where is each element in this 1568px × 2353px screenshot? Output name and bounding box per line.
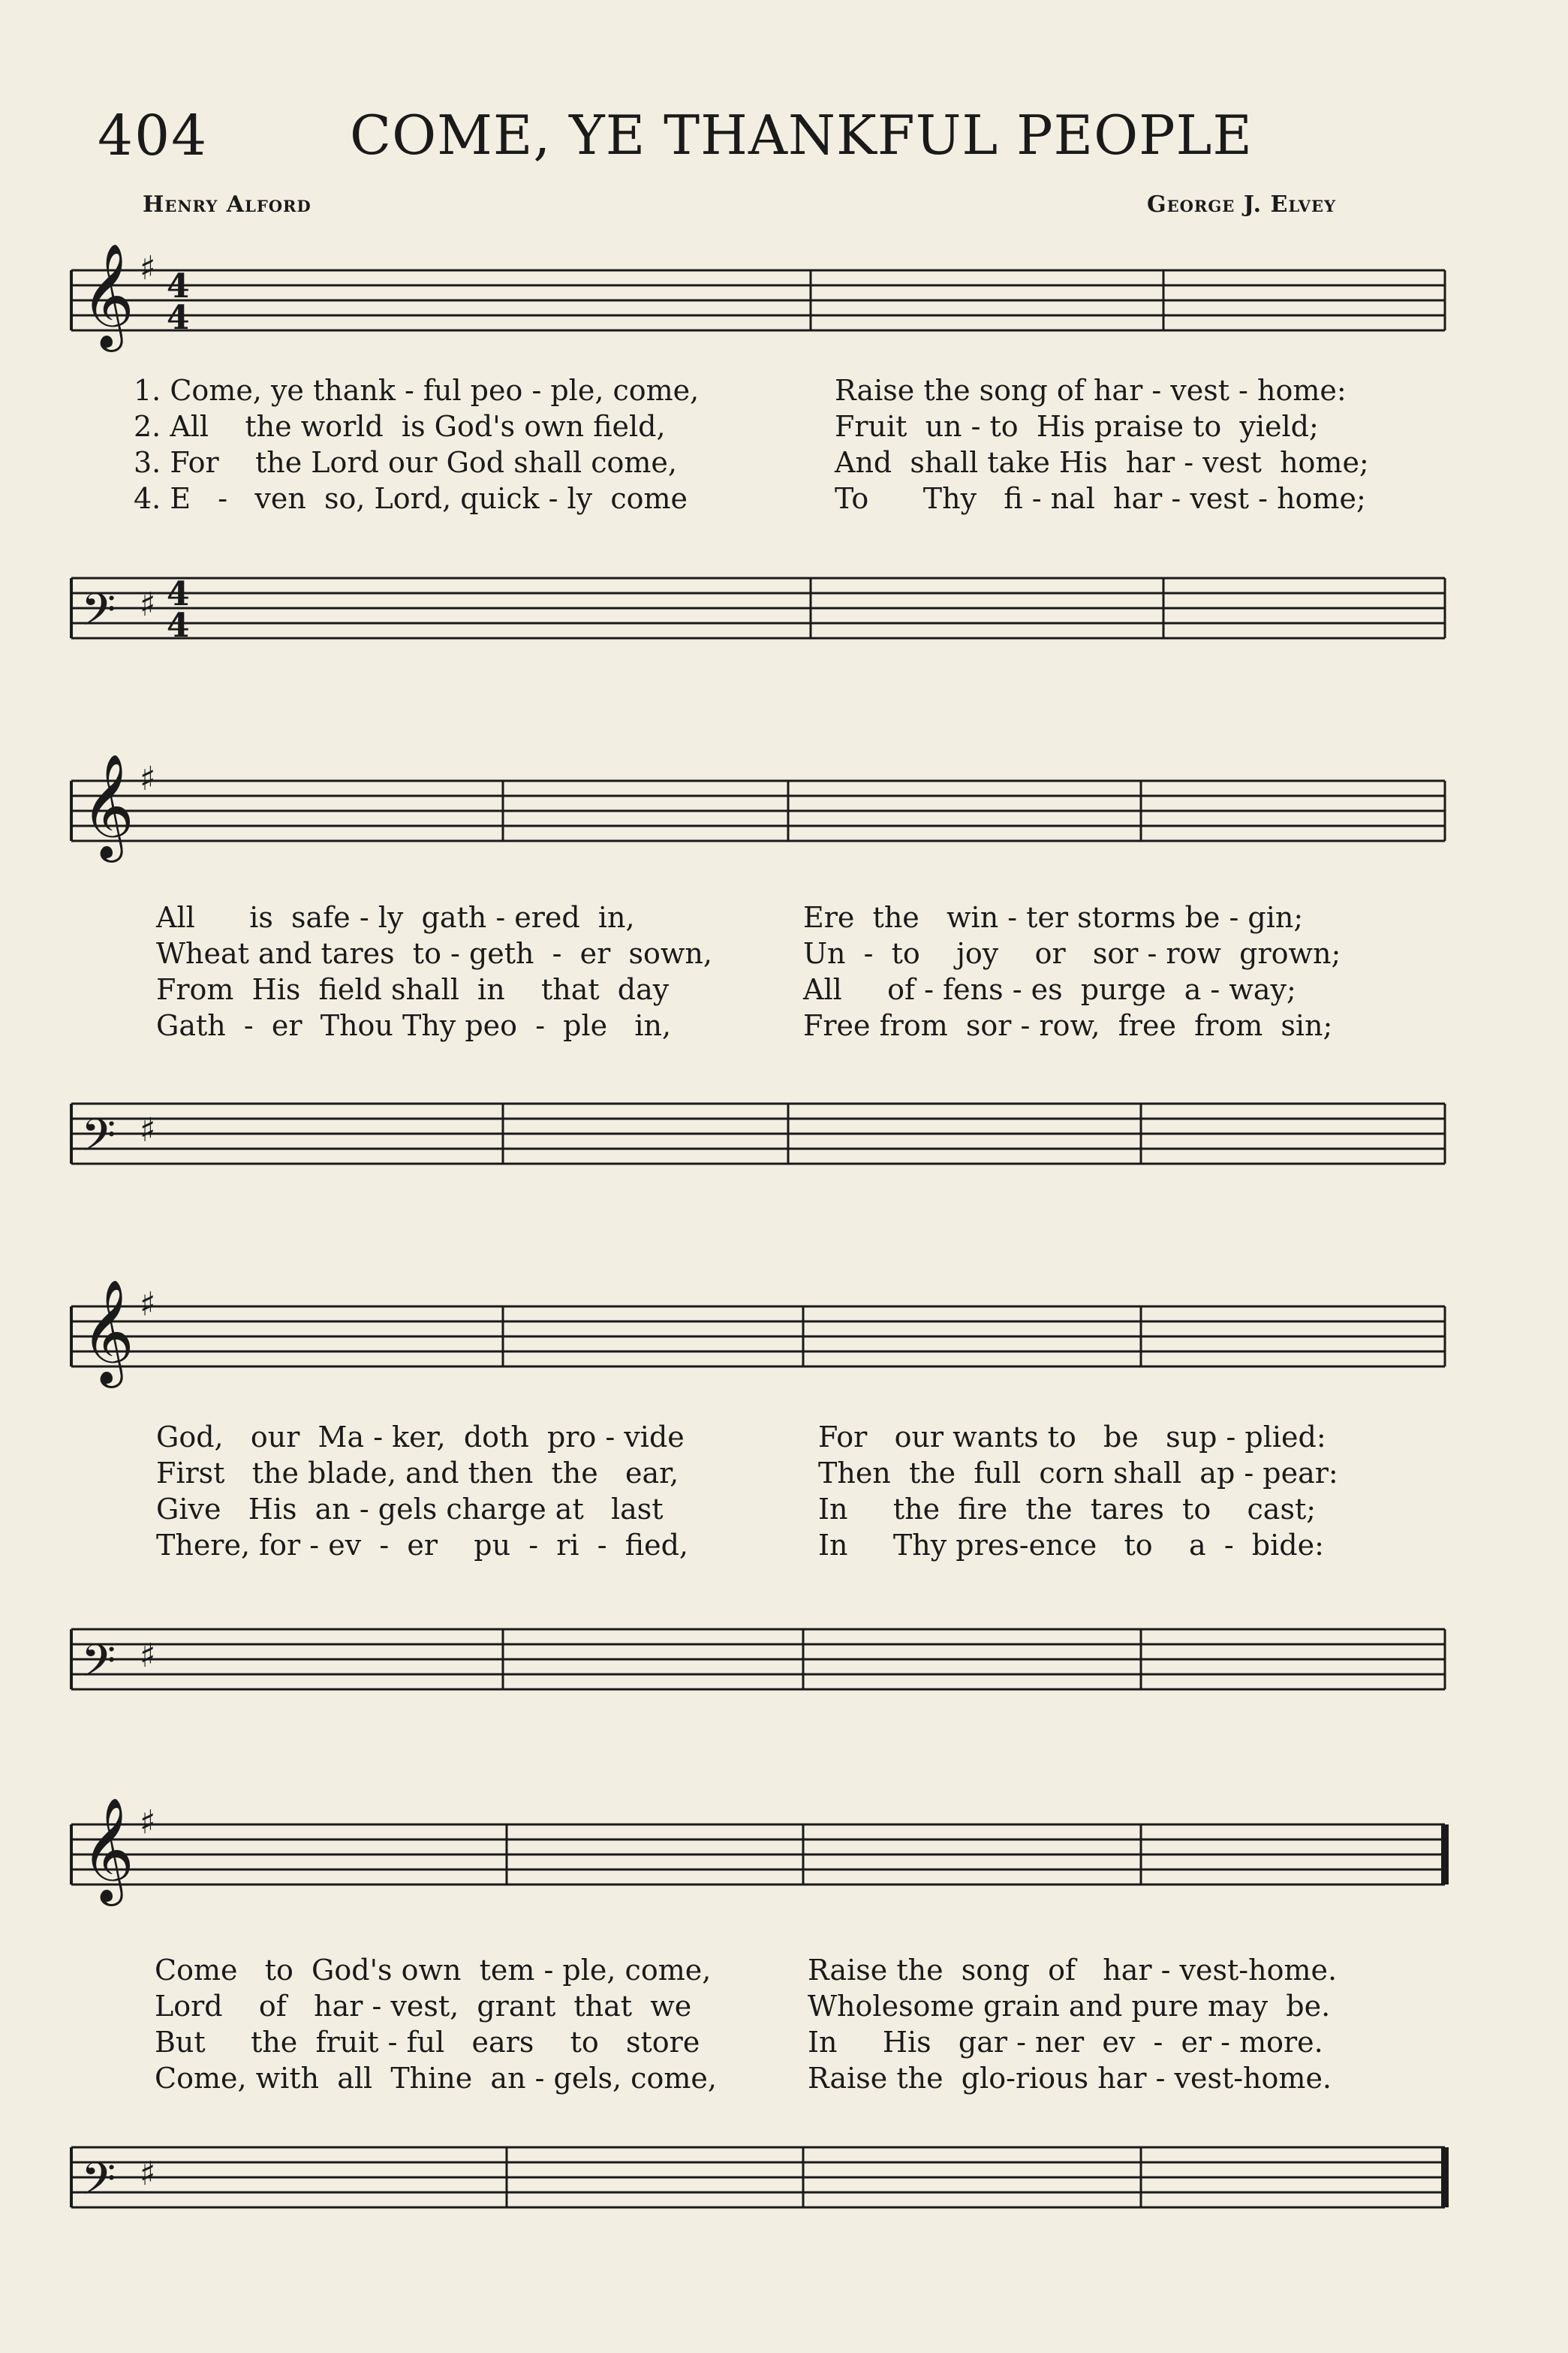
verse-1-part-b: Raise the song of har - vest - home: (835, 374, 1347, 407)
verse-line (0, 2062, 1568, 2098)
verse-3-part-b: And shall take His har - vest home; (835, 446, 1369, 479)
verse-line (0, 1421, 1568, 1457)
verse-3-part-b: In the fire the tares to cast; (818, 1493, 1317, 1526)
verse-2-part-a: First the blade, and then the ear, (156, 1457, 679, 1490)
verse-line (0, 1529, 1568, 1565)
treble-clef: 𝄞 (81, 243, 134, 348)
key-signature-sharp: ♯ (140, 2155, 156, 2193)
verse-4-part-a: Gath - er Thou Thy peo - ple in, (156, 1009, 672, 1042)
verse-2-part-a: Lord of har - vest, grant that we (155, 1990, 692, 2023)
verse-3-part-a: But the fruit - ful ears to store (155, 2026, 700, 2059)
treble-clef: 𝄞 (81, 1797, 134, 1902)
time-signature-top: 4 (167, 575, 190, 613)
verse-line (0, 1009, 1568, 1045)
verse-line (0, 2026, 1568, 2062)
key-signature-sharp: ♯ (140, 1111, 156, 1149)
treble-staff-3 (0, 1279, 1568, 1434)
verse-1-part-a: Come to God's own tem - ple, come, (155, 1954, 712, 1987)
verse-1-part-b: For our wants to be sup - plied: (818, 1421, 1326, 1454)
verse-3-part-a: From His field shall in that day (156, 973, 670, 1006)
verse-1-part-b: Raise the song of har - vest-home. (808, 1954, 1338, 1987)
verse-2-part-b: Un - to joy or sor - row grown; (803, 937, 1341, 970)
key-signature-sharp: ♯ (140, 1803, 156, 1842)
verse-4-part-b: Raise the glo-rious har - vest-home. (808, 2062, 1332, 2095)
key-signature-sharp: ♯ (140, 586, 156, 624)
verse-4-part-b: In Thy pres-ence to a - bide: (818, 1529, 1324, 1562)
verse-3-part-b: All of - fens - es purge a - way; (803, 973, 1296, 1006)
bass-staff-2 (0, 1081, 1568, 1231)
verse-1-part-a: All is safe - ly gath - ered in, (156, 901, 635, 934)
time-signature-top: 4 (167, 267, 190, 306)
verse-line (0, 1493, 1568, 1529)
verse-line (0, 410, 1568, 446)
verse-4-part-b: Free from sor - row, free from sin; (803, 1009, 1333, 1042)
treble-clef: 𝄞 (81, 1279, 134, 1384)
composer-credit: George J. Elvey (1147, 191, 1336, 218)
key-signature-sharp: ♯ (140, 249, 156, 288)
treble-staff-4 (0, 1797, 1568, 1952)
verse-line (0, 973, 1568, 1009)
lyricist-credit: Henry Alford (143, 191, 311, 218)
time-signature-bottom: 4 (167, 607, 190, 645)
verse-line (0, 1990, 1568, 2026)
verse-4-part-a: Come, with all Thine an - gels, come, (155, 2062, 717, 2095)
verse-1-part-a: 1. Come, ye thank - ful peo - ple, come, (134, 374, 700, 407)
treble-staff-2 (0, 754, 1568, 908)
bass-clef: 𝄢 (81, 1634, 116, 1698)
verse-4-part-a: There, for - ev - er pu - ri - fied, (156, 1529, 688, 1562)
time-signature-bottom: 4 (167, 299, 190, 337)
verse-3-part-a: 3. For the Lord our God shall come, (134, 446, 677, 479)
verse-2-part-b: Fruit un - to His praise to yield; (835, 410, 1319, 443)
verse-3-part-b: In His gar - ner ev - er - more. (808, 2026, 1323, 2059)
bass-staff-3 (0, 1607, 1568, 1757)
bass-clef: 𝄢 (81, 583, 116, 646)
bass-clef: 𝄢 (81, 2153, 116, 2216)
verse-line (0, 482, 1568, 518)
key-signature-sharp: ♯ (140, 1637, 156, 1675)
treble-clef: 𝄞 (81, 754, 134, 858)
hymn-number: 404 (98, 104, 209, 168)
verse-4-part-a: 4. E - ven so, Lord, quick - ly come (134, 482, 688, 515)
bass-clef: 𝄢 (81, 1109, 116, 1172)
verse-3-part-a: Give His an - gels charge at last (156, 1493, 664, 1526)
bass-staff-1 (0, 556, 1568, 706)
verse-line (0, 1457, 1568, 1493)
key-signature-sharp: ♯ (140, 760, 156, 798)
hymn-title: COME, YE THANKFUL PEOPLE (350, 104, 1253, 167)
verse-line (0, 1954, 1568, 1990)
verse-2-part-b: Then the full corn shall ap - pear: (818, 1457, 1338, 1490)
verse-2-part-a: 2. All the world is God's own field, (134, 410, 666, 443)
verse-1-part-b: Ere the win - ter storms be - gin; (803, 901, 1304, 934)
verse-line (0, 374, 1568, 410)
verse-line (0, 901, 1568, 937)
verse-line (0, 446, 1568, 482)
verse-2-part-b: Wholesome grain and pure may be. (808, 1990, 1331, 2023)
verse-4-part-b: To Thy fi - nal har - vest - home; (835, 482, 1366, 515)
key-signature-sharp: ♯ (140, 1285, 156, 1324)
verse-line (0, 937, 1568, 973)
verse-1-part-a: God, our Ma - ker, doth pro - vide (156, 1421, 685, 1454)
bass-staff-4 (0, 2125, 1568, 2275)
verse-2-part-a: Wheat and tares to - geth - er sown, (156, 937, 712, 970)
